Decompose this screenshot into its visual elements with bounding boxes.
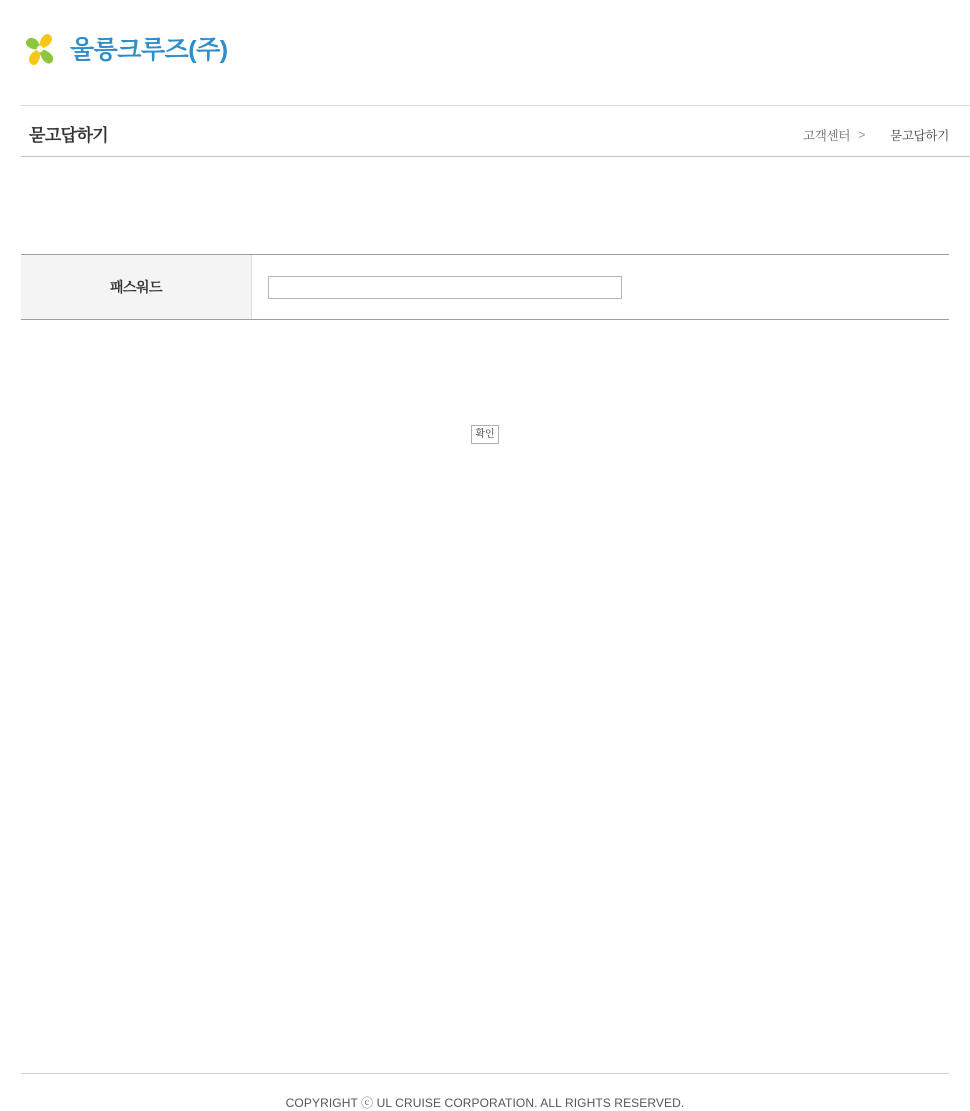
breadcrumb-separator-icon: > — [858, 128, 866, 142]
site-footer — [21, 1073, 949, 1111]
page-title: 묻고답하기 — [29, 126, 109, 145]
page-titlebar — [0, 105, 970, 157]
table-row — [21, 255, 949, 319]
main-content — [0, 157, 970, 1110]
site-logo[interactable] — [21, 29, 228, 71]
password-label: 패스워드 — [21, 255, 252, 319]
breadcrumb — [803, 126, 949, 144]
site-logo-text — [70, 35, 228, 64]
site-header — [0, 0, 970, 105]
logo-text-main: 울릉크루즈 — [70, 35, 189, 64]
password-input[interactable] — [268, 276, 622, 299]
breadcrumb-parent[interactable]: 고객센터 — [803, 129, 851, 143]
titlebar-left-spacer — [0, 105, 21, 158]
confirm-button[interactable]: 확인 — [471, 425, 499, 444]
password-field-cell — [252, 255, 949, 319]
copyright-text: COPYRIGHT ⓒ UL CRUISE CORPORATION. ALL RIGHTS RESERVED. — [285, 1096, 685, 1110]
logo-text-sub: (주) — [188, 35, 228, 64]
form-button-area — [0, 425, 970, 444]
flower-pinwheel-logo-icon — [21, 29, 61, 71]
password-form-table — [21, 254, 949, 320]
breadcrumb-current: 묻고답하기 — [890, 129, 949, 143]
